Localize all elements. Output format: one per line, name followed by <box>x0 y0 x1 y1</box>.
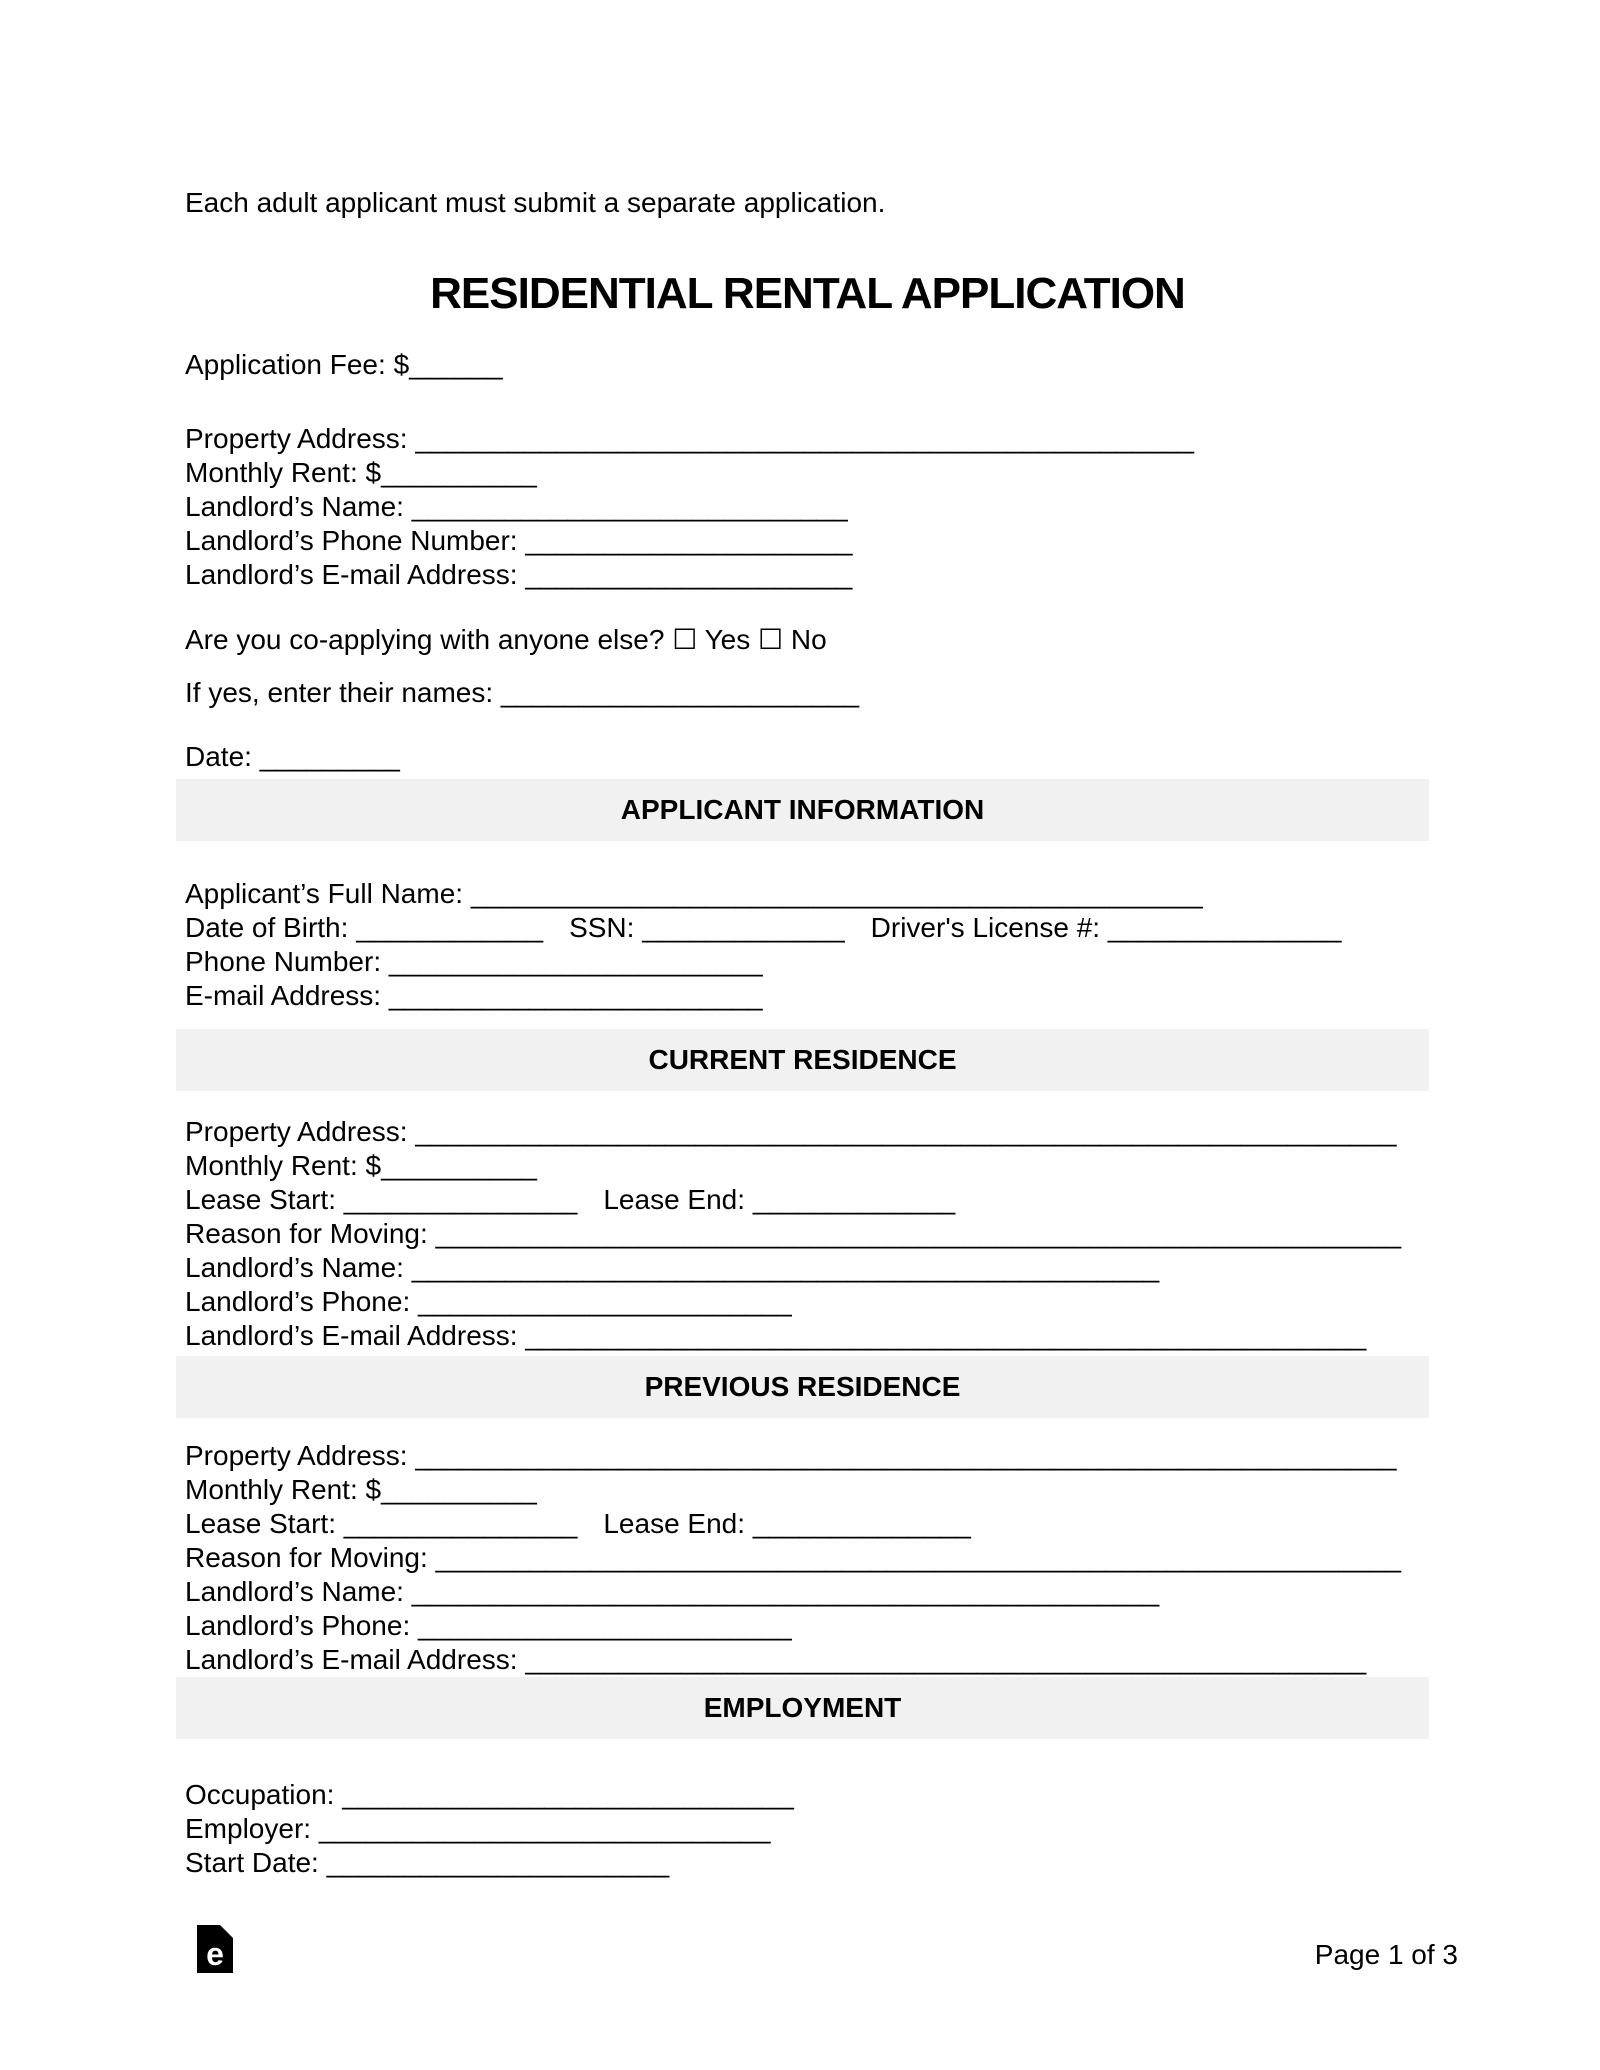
current-landlord-name-blank[interactable]: ________________________________________________ <box>411 1252 1160 1283</box>
landlord-phone-number-row <box>185 524 1430 558</box>
previous-lease-end-label: Lease End: <box>603 1508 753 1539</box>
landlord-email-address-row <box>185 558 1430 592</box>
property-address-row <box>185 422 1430 456</box>
current-landlord-phone-blank[interactable]: ________________________ <box>418 1286 792 1317</box>
current-reason-for-moving-row <box>185 1217 1430 1251</box>
occupation-blank[interactable]: _____________________________ <box>342 1779 794 1810</box>
start-date-row <box>185 1846 1430 1880</box>
eforms-logo-letter: e <box>206 1936 224 1972</box>
section-header-current-residence <box>176 1029 1429 1091</box>
current-residence-rows <box>185 1115 1430 1353</box>
previous-reason-for-moving-blank[interactable]: ______________________________________________________________ <box>435 1542 1402 1573</box>
separate-application-notice: Each adult applicant must submit a separate application. <box>185 187 886 218</box>
monthly-rent-blank[interactable]: __________ <box>381 457 537 488</box>
occupation-label: Occupation: <box>185 1779 343 1810</box>
previous-landlord-phone-label: Landlord’s Phone: <box>185 1610 418 1641</box>
dob-ssn-license-row <box>185 911 1430 945</box>
co-applicant-names-blank[interactable]: _______________________ <box>500 677 860 708</box>
email-address-blank[interactable]: ________________________ <box>388 980 763 1011</box>
date-blank[interactable]: _________ <box>259 741 400 772</box>
co-applicant-names-label: If yes, enter their names: <box>185 677 501 708</box>
current-landlord-phone-row <box>185 1285 1430 1319</box>
start-date-blank[interactable]: ______________________ <box>326 1847 670 1878</box>
co-applicant-names-row <box>185 676 1430 710</box>
co-applying-no-label: No <box>783 624 827 655</box>
previous-monthly-rent-blank[interactable]: __________ <box>381 1474 537 1505</box>
phone-number-blank[interactable]: ________________________ <box>388 946 763 977</box>
current-lease-start-label: Lease Start: <box>185 1184 344 1215</box>
phone-number-label: Phone Number: <box>185 946 389 977</box>
current-landlord-phone-label: Landlord’s Phone: <box>185 1286 418 1317</box>
date-row <box>185 740 1430 774</box>
previous-landlord-name-blank[interactable]: ________________________________________________ <box>411 1576 1160 1607</box>
current-landlord-name-label: Landlord’s Name: <box>185 1252 412 1283</box>
previous-landlord-name-row <box>185 1575 1430 1609</box>
current-landlord-email-row <box>185 1319 1430 1353</box>
monthly-rent-row <box>185 456 1430 490</box>
page-number-label: Page 1 of 3 <box>1314 1939 1458 1970</box>
previous-monthly-rent-label: Monthly Rent: $ <box>185 1474 382 1505</box>
landlord-email-address-label: Landlord’s E-mail Address: <box>185 559 526 590</box>
current-property-address-row <box>185 1115 1430 1149</box>
applicant-full-name-row <box>185 877 1430 911</box>
drivers-license-blank[interactable]: _______________ <box>1107 912 1342 943</box>
previous-lease-dates-row <box>185 1507 1430 1541</box>
section-header-label: EMPLOYMENT <box>703 1692 902 1723</box>
section-header-previous-residence <box>176 1356 1429 1418</box>
previous-reason-for-moving-row <box>185 1541 1430 1575</box>
previous-residence-rows <box>185 1439 1430 1677</box>
previous-property-address-label: Property Address: <box>185 1440 416 1471</box>
intro-section <box>185 348 1430 774</box>
applicant-full-name-blank[interactable]: _______________________________________________ <box>470 878 1203 909</box>
monthly-rent-label: Monthly Rent: $ <box>185 457 382 488</box>
landlord-name-label: Landlord’s Name: <box>185 491 412 522</box>
date-of-birth-label: Date of Birth: <box>185 912 357 943</box>
previous-landlord-phone-blank[interactable]: ________________________ <box>418 1610 792 1641</box>
form-content <box>185 0 1430 1880</box>
co-applying-row <box>185 623 1430 657</box>
page-title: RESIDENTIAL RENTAL APPLICATION <box>430 269 1185 318</box>
previous-landlord-email-label: Landlord’s E-mail Address: <box>185 1644 526 1675</box>
previous-monthly-rent-row <box>185 1473 1430 1507</box>
section-header-label: PREVIOUS RESIDENCE <box>644 1371 961 1402</box>
employment-rows <box>185 1778 1430 1880</box>
date-of-birth-blank[interactable]: ____________ <box>356 912 544 943</box>
previous-property-address-blank[interactable]: _______________________________________________________________ <box>415 1440 1397 1471</box>
section-header-label: CURRENT RESIDENCE <box>648 1044 957 1075</box>
current-property-address-blank[interactable]: _______________________________________________________________ <box>415 1116 1397 1147</box>
current-property-address-label: Property Address: <box>185 1116 416 1147</box>
co-applying-yes-label: Yes <box>697 624 759 655</box>
section-header-applicant-information <box>176 779 1429 841</box>
previous-landlord-email-blank[interactable]: ______________________________________________________ <box>525 1644 1367 1675</box>
eforms-logo-icon <box>197 1925 233 1973</box>
employer-blank[interactable]: _____________________________ <box>318 1813 771 1844</box>
drivers-license-label: Driver's License #: <box>870 912 1108 943</box>
current-monthly-rent-row <box>185 1149 1430 1183</box>
applicant-information-rows <box>185 877 1430 1013</box>
start-date-label: Start Date: <box>185 1847 327 1878</box>
previous-lease-start-label: Lease Start: <box>185 1508 344 1539</box>
section-header-employment <box>176 1677 1429 1739</box>
ssn-blank[interactable]: _____________ <box>642 912 845 943</box>
landlord-name-row <box>185 490 1430 524</box>
current-reason-for-moving-blank[interactable]: ______________________________________________________________ <box>435 1218 1402 1249</box>
section-header-label: APPLICANT INFORMATION <box>620 794 985 825</box>
application-fee-label: Application Fee: $ <box>185 349 410 380</box>
email-address-label: E-mail Address: <box>185 980 389 1011</box>
co-applying-yes-checkbox[interactable]: ☐ <box>672 623 698 656</box>
phone-number-row <box>185 945 1430 979</box>
co-applying-no-checkbox[interactable]: ☐ <box>758 623 784 656</box>
landlord-phone-number-label: Landlord’s Phone Number: <box>185 525 526 556</box>
previous-lease-end-blank[interactable]: ______________ <box>752 1508 971 1539</box>
current-reason-for-moving-label: Reason for Moving: <box>185 1218 436 1249</box>
current-lease-start-blank[interactable]: _______________ <box>343 1184 578 1215</box>
application-fee-row <box>185 348 1430 382</box>
property-address-blank[interactable]: __________________________________________________ <box>415 423 1194 454</box>
ssn-label: SSN: <box>569 912 643 943</box>
current-lease-dates-row <box>185 1183 1430 1217</box>
employer-row <box>185 1812 1430 1846</box>
email-address-row <box>185 979 1430 1013</box>
property-address-label: Property Address: <box>185 423 416 454</box>
previous-landlord-phone-row <box>185 1609 1430 1643</box>
employer-label: Employer: <box>185 1813 319 1844</box>
previous-landlord-email-row <box>185 1643 1430 1677</box>
applicant-full-name-label: Applicant’s Full Name: <box>185 878 471 909</box>
landlord-phone-number-blank[interactable]: _____________________ <box>525 525 853 556</box>
landlord-email-address-blank[interactable]: _____________________ <box>525 559 853 590</box>
previous-property-address-row <box>185 1439 1430 1473</box>
current-lease-end-blank[interactable]: _____________ <box>752 1184 956 1215</box>
previous-landlord-name-label: Landlord’s Name: <box>185 1576 412 1607</box>
occupation-row <box>185 1778 1430 1812</box>
landlord-name-blank[interactable]: ____________________________ <box>411 491 848 522</box>
sections-container <box>185 779 1430 1880</box>
current-landlord-email-label: Landlord’s E-mail Address: <box>185 1320 526 1351</box>
application-fee-blank[interactable]: ______ <box>409 349 503 380</box>
previous-reason-for-moving-label: Reason for Moving: <box>185 1542 436 1573</box>
current-monthly-rent-label: Monthly Rent: $ <box>185 1150 382 1181</box>
previous-lease-start-blank[interactable]: _______________ <box>343 1508 578 1539</box>
date-label: Date: <box>185 741 260 772</box>
current-landlord-email-blank[interactable]: ______________________________________________________ <box>525 1320 1367 1351</box>
current-landlord-name-row <box>185 1251 1430 1285</box>
co-applying-label: Are you co-applying with anyone else? <box>185 624 673 655</box>
current-monthly-rent-blank[interactable]: __________ <box>381 1150 537 1181</box>
current-lease-end-label: Lease End: <box>603 1184 753 1215</box>
